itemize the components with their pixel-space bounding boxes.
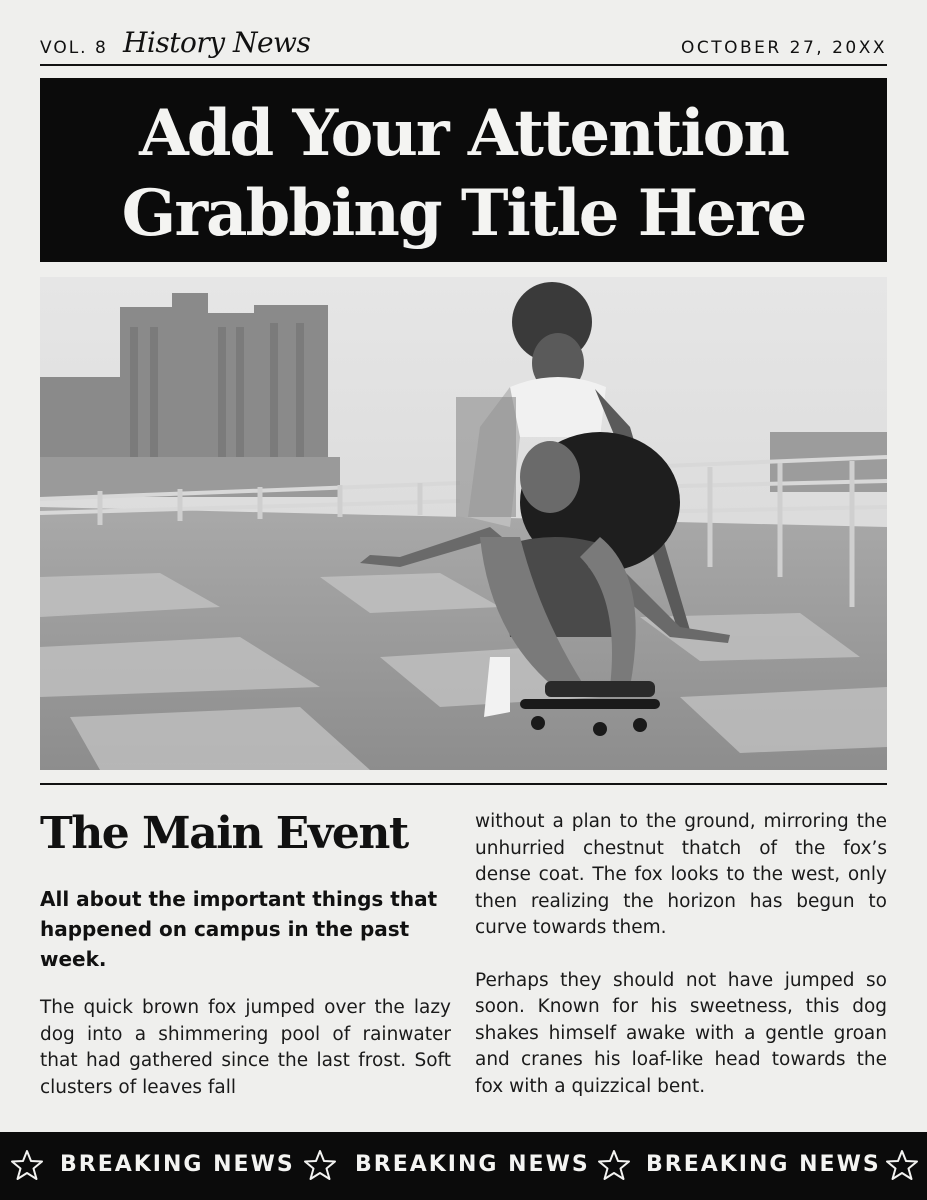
volume-label: VOL. 8 xyxy=(40,38,108,58)
main-title-line-2: Grabbing Title Here xyxy=(121,176,806,251)
publication-name: History News xyxy=(123,26,311,59)
breaking-news-ticker xyxy=(0,1132,927,1200)
star-outline-icon xyxy=(597,1148,631,1182)
masthead-divider xyxy=(40,64,887,66)
feature-photo xyxy=(40,277,887,770)
ticker-item-1: BREAKING NEWS xyxy=(60,1152,295,1177)
main-title-line-1: Add Your Attention xyxy=(139,96,788,171)
photo-divider xyxy=(40,783,887,785)
article-body-left: The quick brown fox jumped over the lazy dog into a shimmering pool of rainwater that had gathered since the last frost. Soft clusters of leaves fall xyxy=(40,997,451,1098)
photo-two-women-skateboarding xyxy=(40,277,887,770)
ticker-item-2: BREAKING NEWS xyxy=(355,1152,590,1177)
star-outline-icon xyxy=(885,1148,919,1182)
title-banner xyxy=(40,78,887,262)
article-headline: The Main Event xyxy=(40,808,408,859)
star-outline-icon xyxy=(303,1148,337,1182)
masthead xyxy=(40,26,887,62)
article-subhead: All about the important things that happened on campus in the past week. xyxy=(40,887,438,971)
star-outline-icon xyxy=(10,1148,44,1182)
ticker-item-3: BREAKING NEWS xyxy=(646,1152,881,1177)
article-paragraph-2: Perhaps they should not have jumped so soon. Known for his sweetness, this dog shakes himself awake with a gentle groan and cranes his loaf-like head towards the fox with a quizzical bent. xyxy=(475,969,887,1097)
main-title xyxy=(40,94,887,254)
issue-date: OCTOBER 27, 20XX xyxy=(681,38,887,58)
article-paragraph-continued: without a plan to the ground, mirroring the unhurried chestnut thatch of the fox’s dense coat. The fox looks to the west, only then realizing the horizon has begun to curve towards them. xyxy=(475,811,887,938)
article-body-right xyxy=(475,809,887,1100)
